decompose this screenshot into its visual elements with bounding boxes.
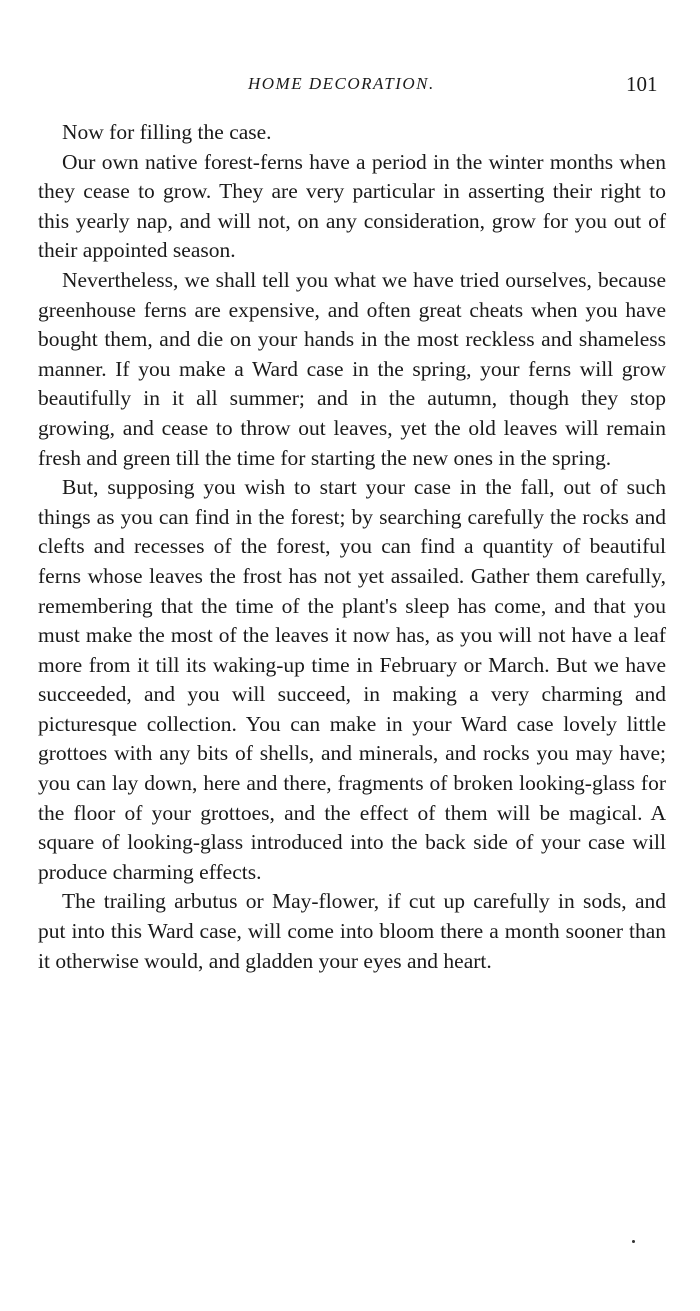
body-text [38,118,666,976]
stray-ink-dot [632,1240,635,1243]
paragraph-2: Our own native forest-ferns have a period in the winter months when they cease to grow. They are very particular in asserting their right to this yearly nap, and will not, on any consideration, grow for you out of their appointed season. [38,149,666,263]
paragraph-4: But, supposing you wish to start your case in the fall, out of such things as you can find in the forest; by searching carefully the rocks and clefts and recesses of the forest, you can find a quantity of beautiful ferns whose leaves the frost has not yet assailed. Gather them carefully, remembering that the time of the plant's sleep has come, and that you must make the most of the leaves it now has, as you will not have a leaf more from it till its waking-up time in February or March. But we have succeeded, and you will succeed, in making a very charming and picturesque collection. You can make in your Ward case lovely little grottoes with any bits of shells, and minerals, and rocks you may have; you can lay down, here and there, fragments of broken looking-glass for the floor of your grottoes, and the effect of them will be magical. A square of looking-glass introduced into the back side of your case will produce charming effects. [38,475,666,884]
paragraph-5: The trailing arbutus or May-flower, if cut up carefully in sods, and put into this Ward case, will come into bloom there a month sooner than it otherwise would, and gladden your eyes and heart. [38,889,666,973]
running-title: HOME DECORATION. [248,74,435,93]
page-number: 101 [626,72,658,96]
paragraph-1: Now for filling the case. [62,120,272,144]
running-header [0,72,700,102]
paragraph-3: Nevertheless, we shall tell you what we have tried ourselves, because greenhouse ferns are expensive, and often great cheats when you have bought them, and die on your hands in the most reckless and shameless manner. If you make a Ward case in the spring, your ferns will grow beautifully in it all summer; and in the autumn, though they stop growing, and cease to throw out leaves, yet the old leaves will remain fresh and green till the time for starting the new ones in the spring. [38,267,666,470]
